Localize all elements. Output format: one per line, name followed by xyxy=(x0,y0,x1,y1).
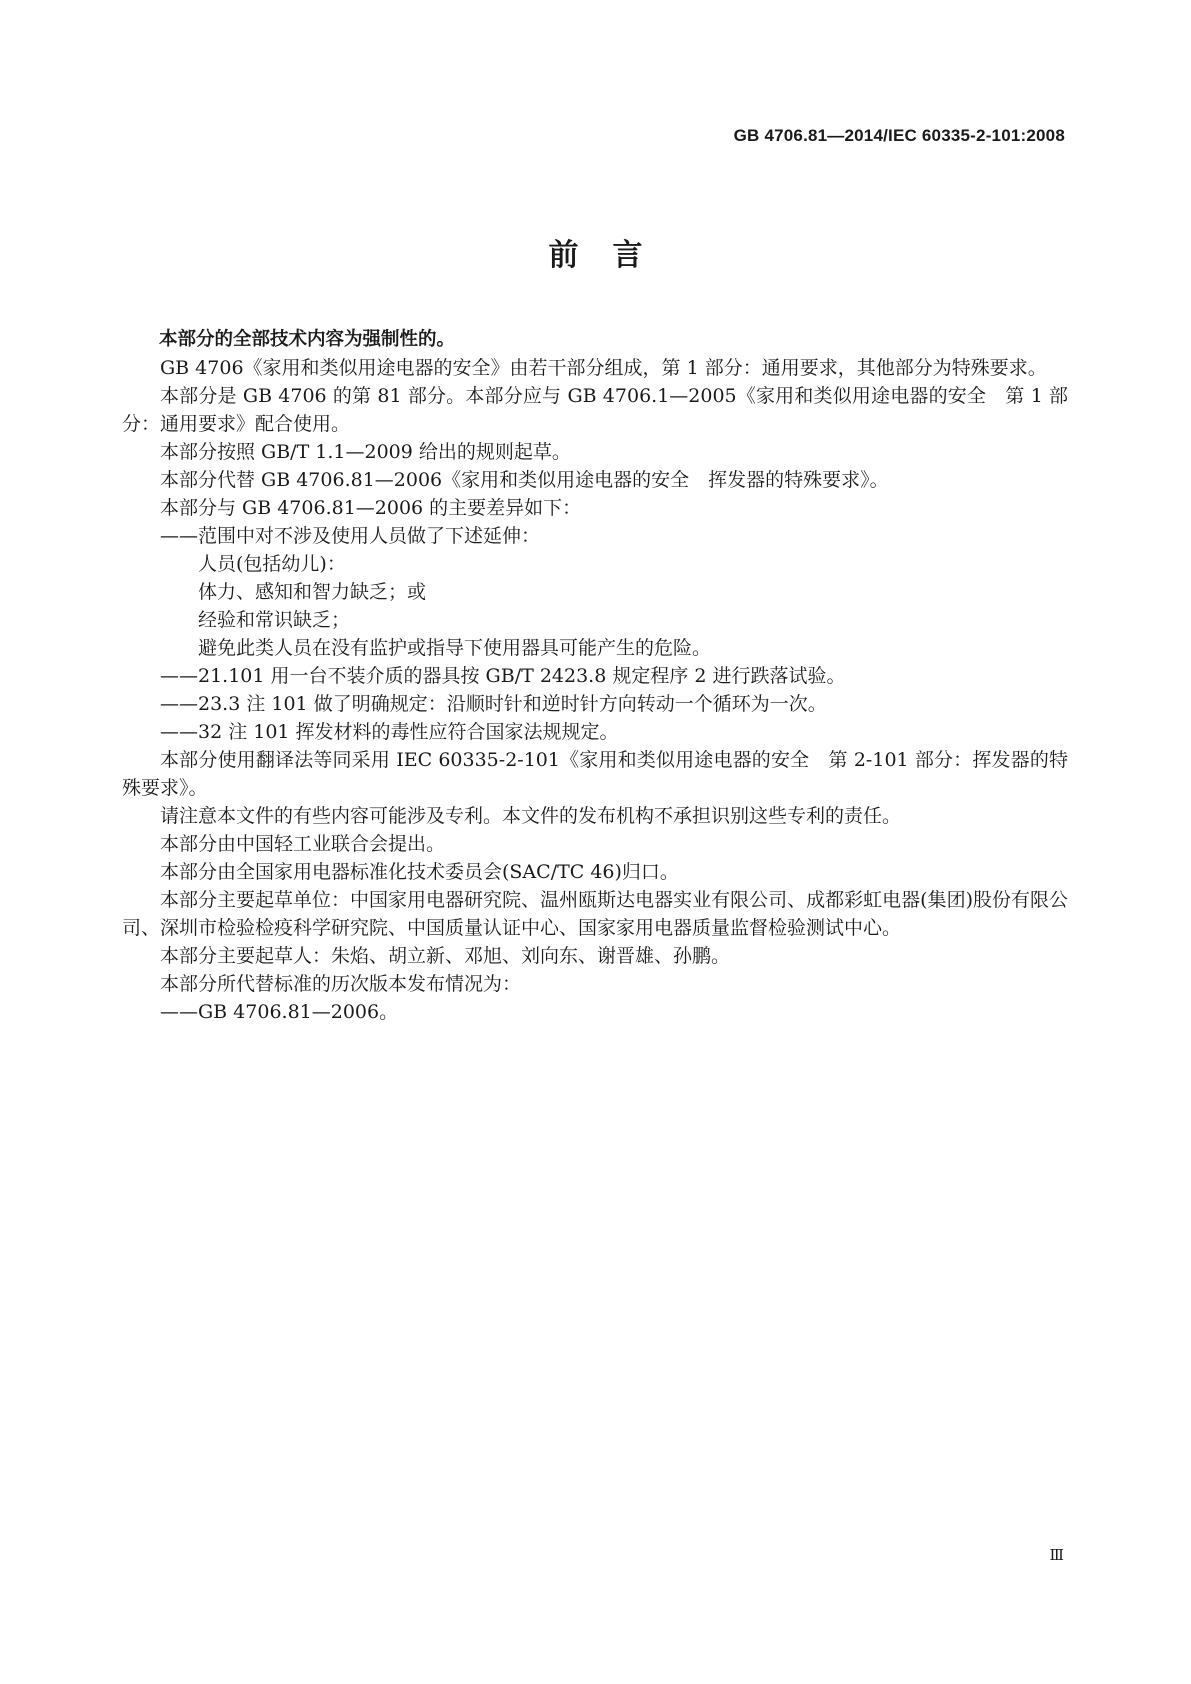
standard-code: GB 4706.81—2014/IEC 60335-2-101:2008 xyxy=(733,126,1065,145)
paragraph-drafting-rules: 本部分按照 GB/T 1.1—2009 给出的规则起草。 xyxy=(160,441,571,463)
paragraph-drafting-units: 本部分主要起草单位：中国家用电器研究院、温州瓯斯达电器实业有限公司、成都彩虹电器(集团)股份有限公司、深圳市检验检疫科学研究院、中国质量认证中心、国家家用电器质量监督检验测试中心。 xyxy=(122,889,1068,939)
paragraph-centralized-by: 本部分由全国家用电器标准化技术委员会(SAC/TC 46)归口。 xyxy=(160,861,679,883)
difference-subitem: 避免此类人员在没有监护或指导下使用器具可能产生的危险。 xyxy=(198,637,712,659)
paragraph-differences-intro: 本部分与 GB 4706.81—2006 的主要差异如下： xyxy=(160,497,582,519)
difference-item: ——23.3 注 101 做了明确规定：沿顺时针和逆时针方向转动一个循环为一次。 xyxy=(160,693,827,715)
difference-item: ——21.101 用一台不装介质的器具按 GB/T 2423.8 规定程序 2 进行跌落试验。 xyxy=(160,665,846,687)
paragraph-adoption: 本部分使用翻译法等同采用 IEC 60335-2-101《家用和类似用途电器的安全 第 2-101 部分：挥发器的特殊要求》。 xyxy=(122,749,1068,799)
history-item: ——GB 4706.81—2006。 xyxy=(160,1001,399,1023)
paragraph-replaces: 本部分代替 GB 4706.81—2006《家用和类似用途电器的安全 挥发器的特殊要求》。 xyxy=(160,469,889,491)
paragraph-mandatory: 本部分的全部技术内容为强制性的。 xyxy=(159,329,456,350)
difference-item: ——32 注 101 挥发材料的毒性应符合国家法规规定。 xyxy=(160,721,619,743)
paragraph-series: GB 4706《家用和类似用途电器的安全》由若干部分组成，第 1 部分：通用要求，其他部分为特殊要求。 xyxy=(160,357,1047,379)
paragraph-part-relation: 本部分是 GB 4706 的第 81 部分。本部分应与 GB 4706.1—2005《家用和类似用途电器的安全 第 1 部分：通用要求》配合使用。 xyxy=(122,385,1068,435)
paragraph-drafters: 本部分主要起草人：朱焰、胡立新、邓旭、刘向东、谢晋雄、孙鹏。 xyxy=(160,945,731,967)
paragraph-history-intro: 本部分所代替标准的历次版本发布情况为： xyxy=(160,973,522,995)
paragraph-proposed-by: 本部分由中国轻工业联合会提出。 xyxy=(160,833,446,855)
document-body xyxy=(122,326,1068,1026)
difference-item: ——范围中对不涉及使用人员做了下述延伸： xyxy=(160,525,541,547)
paragraph-patent-notice: 请注意本文件的有些内容可能涉及专利。本文件的发布机构不承担识别这些专利的责任。 xyxy=(160,805,902,827)
page-title: 前言 xyxy=(548,238,677,273)
difference-subitem: 人员(包括幼儿)： xyxy=(198,553,346,575)
page-number: Ⅲ xyxy=(1049,1546,1064,1564)
difference-subitem: 经验和常识缺乏； xyxy=(198,609,351,631)
difference-subitem: 体力、感知和智力缺乏；或 xyxy=(198,581,427,603)
